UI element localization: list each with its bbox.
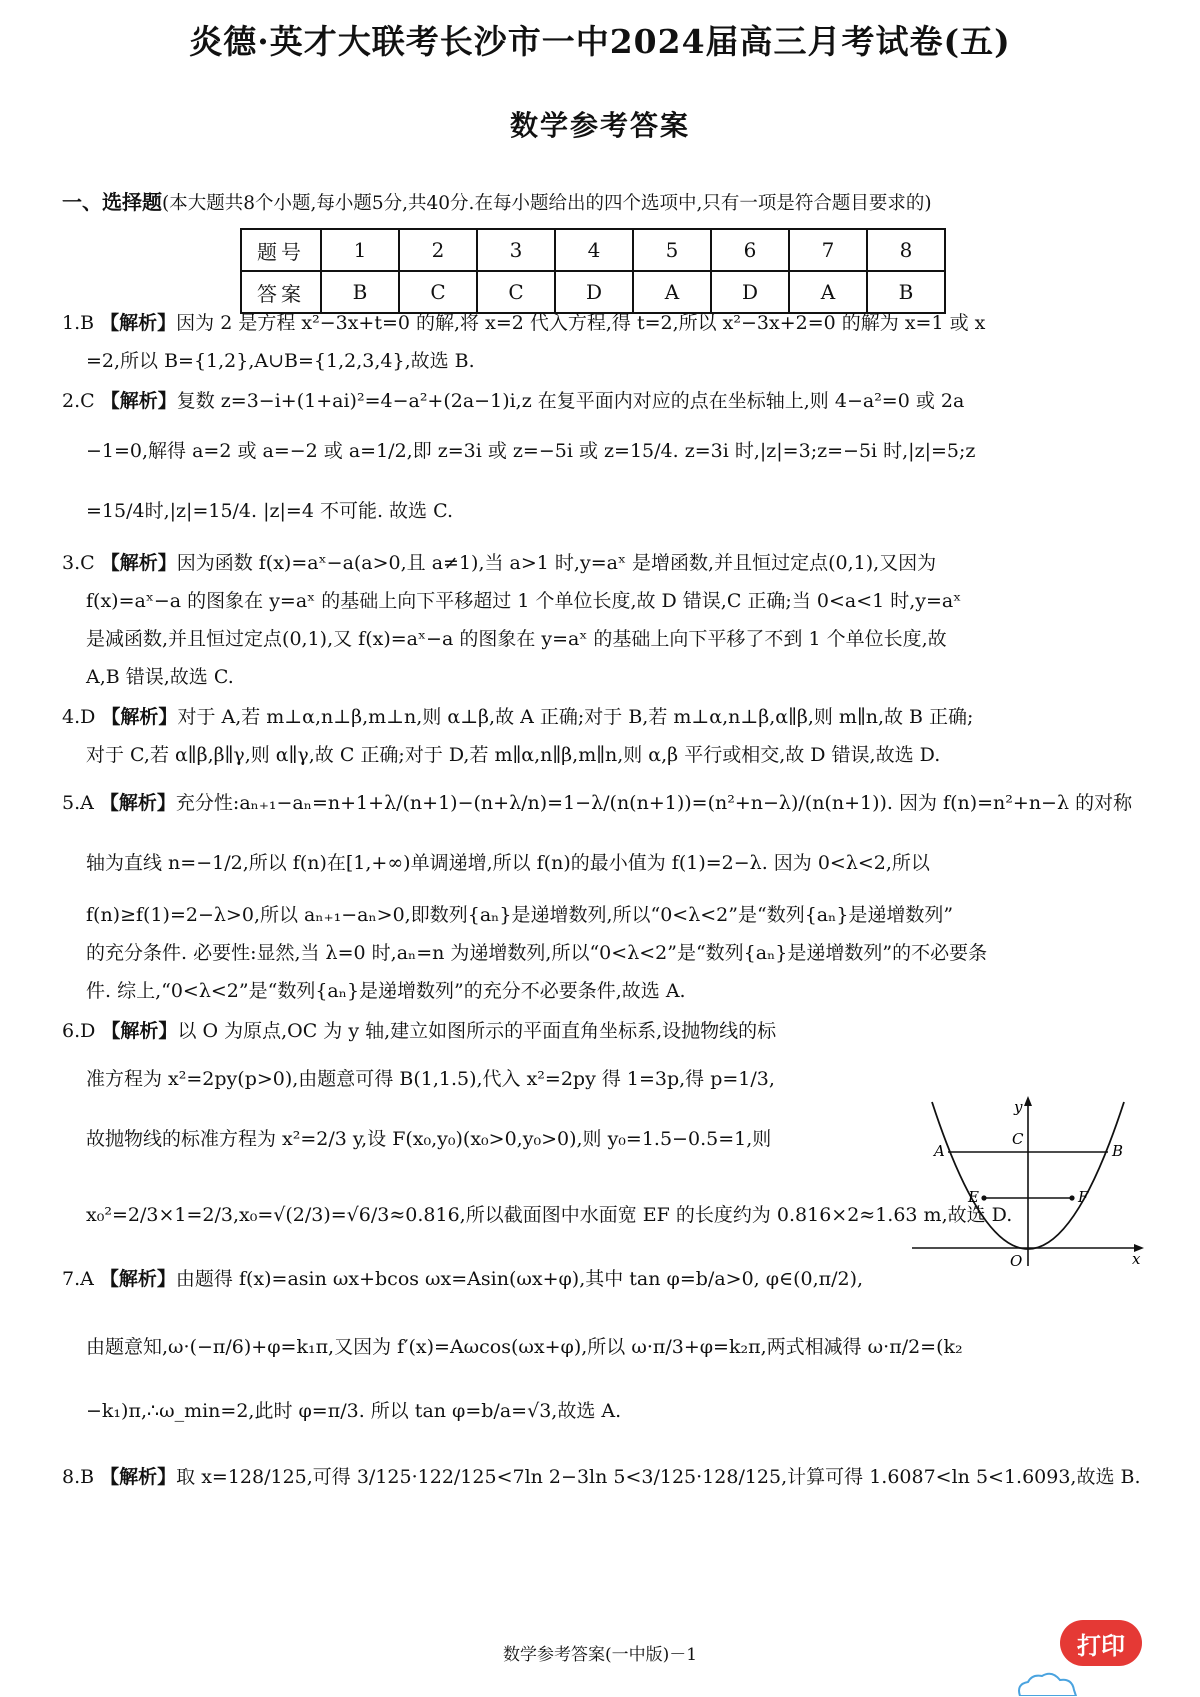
solution-7-line: 由题意知,ω·(−π/6)+φ=k₁π,又因为 f′(x)=Aωcos(ωx+φ),所以 ω·π/3+φ=k₂π,两式相减得 ω·π/2=(k₂ (86, 1336, 963, 1358)
solution-6-line: 准方程为 x²=2py(p>0),由题意可得 B(1,1.5),代入 x²=2py 得 1=3p,得 p=1/3, (86, 1068, 775, 1090)
origin-label: O (1010, 1252, 1023, 1270)
table-cell: A (633, 271, 711, 313)
question-number: 7.A (62, 1268, 94, 1290)
print-button[interactable]: 打印 (1060, 1620, 1142, 1666)
question-number: 2.C (62, 390, 95, 412)
analysis-tag: 【解析】 (100, 390, 177, 412)
solution-5-line: f(n)≥f(1)=2−λ>0,所以 aₙ₊₁−aₙ>0,即数列{aₙ}是递增数列,所以“0<λ<2”是“数列{aₙ}是递增数列” (86, 904, 954, 926)
table-cell: 7 (789, 229, 867, 271)
question-number: 6.D (62, 1020, 96, 1042)
table-cell: 8 (867, 229, 945, 271)
analysis-tag: 【解析】 (100, 312, 177, 334)
page-footer: 数学参考答案(一中版)－1 (502, 1645, 698, 1665)
table-cell: 1 (321, 229, 399, 271)
page-title: 炎德·英才大联考长沙市一中2024届高三月考试卷(五) (189, 22, 1011, 61)
analysis-tag: 【解析】 (101, 1020, 178, 1042)
solution-text: 对于 A,若 m⊥α,n⊥β,m⊥n,则 α⊥β,故 A 正确;对于 B,若 m⊥α,n⊥β,α∥β,则 m∥n,故 B 正确; (177, 706, 974, 728)
solution-4-line (62, 702, 973, 732)
point-c-label: C (1012, 1130, 1024, 1148)
section-title: 一、选择题 (62, 190, 162, 214)
solution-5-line: 件. 综上,“0<λ<2”是“数列{aₙ}是递增数列”的充分不必要条件,故选 A. (86, 980, 686, 1002)
analysis-tag: 【解析】 (100, 552, 177, 574)
analysis-tag: 【解析】 (99, 792, 176, 814)
solution-2-line: −1=0,解得 a=2 或 a=−2 或 a=1/2,即 z=3i 或 z=−5i 或 z=15/4. z=3i 时,|z|=3;z=−5i 时,|z|=5;z (86, 440, 976, 462)
table-cell: D (555, 271, 633, 313)
table-cell: 6 (711, 229, 789, 271)
y-label: y (1014, 1098, 1023, 1116)
point-f-label: F (1078, 1188, 1089, 1206)
table-cell: D (711, 271, 789, 313)
solution-text: 因为 2 是方程 x²−3x+t=0 的解,将 x=2 代入方程,得 t=2,所以 x²−3x+2=0 的解为 x=1 或 x (176, 312, 986, 334)
solution-3-line (62, 548, 936, 578)
question-number: 1.B (62, 312, 95, 334)
answer-table (240, 228, 946, 314)
table-cell: 5 (633, 229, 711, 271)
point-e-label: E (968, 1188, 979, 1206)
section-heading (62, 186, 932, 215)
table-cell: C (477, 271, 555, 313)
solution-6-line: x₀²=2/3×1=2/3,x₀=√(2/3)=√6/3≈0.816,所以截面图中水面宽 EF 的长度约为 0.816×2≈1.63 m,故选 D. (86, 1204, 1013, 1226)
solution-text: 由题得 f(x)=asin ωx+bcos ωx=Asin(ωx+φ),其中 tan φ=b/a>0, φ∈(0,π/2), (175, 1268, 864, 1290)
parabola-figure (912, 1096, 1144, 1272)
question-number: 8.B (62, 1466, 95, 1488)
solution-4-line: 对于 C,若 α∥β,β∥γ,则 α∥γ,故 C 正确;对于 D,若 m∥α,n∥β,m∥n,则 α,β 平行或相交,故 D 错误,故选 D. (86, 744, 941, 766)
page-subtitle: 数学参考答案 (509, 109, 690, 142)
solution-6-line (62, 1016, 776, 1046)
table-cell: B (321, 271, 399, 313)
point-f (1069, 1195, 1074, 1200)
table-cell: B (867, 271, 945, 313)
table-cell: C (399, 271, 477, 313)
solution-1-line (62, 308, 985, 338)
point-b-label: B (1112, 1142, 1124, 1160)
solution-7-line (62, 1264, 863, 1294)
solution-7-line: −k₁)π,∴ω_min=2,此时 φ=π/3. 所以 tan φ=b/a=√3,故选 A. (86, 1400, 622, 1422)
solution-3-line: A,B 错误,故选 C. (86, 666, 234, 688)
solution-5-line: 轴为直线 n=−1/2,所以 f(n)在[1,+∞)单调递增,所以 f(n)的最小值为 f(1)=2−λ. 因为 0<λ<2,所以 (86, 852, 930, 874)
table-cell: 3 (477, 229, 555, 271)
x-label: x (1132, 1250, 1141, 1268)
solution-5-line (62, 788, 1132, 818)
analysis-tag: 【解析】 (101, 706, 178, 728)
solution-2-line: =15/4时,|z|=15/4. |z|=4 不可能. 故选 C. (86, 500, 453, 522)
solution-text: 取 x=128/125,可得 3/125·122/125<7ln 2−3ln 5<3/125·128/125,计算可得 1.6087<ln 5<1.6093,故选 B. (176, 1466, 1141, 1488)
section-note: (本大题共8个小题,每小题5分,共40分.在每小题给出的四个选项中,只有一项是符合题目要求的) (162, 193, 932, 214)
solution-3-line: 是减函数,并且恒过定点(0,1),又 f(x)=aˣ−a 的图象在 y=aˣ 的基础上向下平移了不到 1 个单位长度,故 (86, 628, 947, 650)
question-number: 4.D (62, 706, 96, 728)
solution-text: 因为函数 f(x)=aˣ−a(a>0,且 a≠1),当 a>1 时,y=aˣ 是增函数,并且恒过定点(0,1),又因为 (176, 552, 937, 574)
solution-2-line (62, 386, 964, 416)
analysis-tag: 【解析】 (99, 1268, 176, 1290)
solution-3-line: f(x)=aˣ−a 的图象在 y=aˣ 的基础上向下平移超过 1 个单位长度,故 D 错误,C 正确;当 0<a<1 时,y=aˣ (86, 590, 962, 612)
question-number: 5.A (62, 792, 94, 814)
row-label: 题号 (241, 229, 321, 271)
solution-text: 充分性:aₙ₊₁−aₙ=n+1+λ/(n+1)−(n+λ/n)=1−λ/(n(n+1))=(n²+n−λ)/(n(n+1)). 因为 f(n)=n²+n−λ 的对称 (175, 792, 1133, 814)
point-a-label: A (934, 1142, 945, 1160)
table-cell: 2 (399, 229, 477, 271)
cloud-icon (1010, 1672, 1082, 1696)
solution-text: 以 O 为原点,OC 为 y 轴,建立如图所示的平面直角坐标系,设抛物线的标 (177, 1020, 777, 1042)
table-row (241, 229, 945, 271)
solution-8-line (62, 1462, 1141, 1492)
solution-1-line: =2,所以 B={1,2},A∪B={1,2,3,4},故选 B. (86, 350, 475, 372)
row-label: 答案 (241, 271, 321, 313)
analysis-tag: 【解析】 (100, 1466, 177, 1488)
solution-5-line: 的充分条件. 必要性:显然,当 λ=0 时,aₙ=n 为递增数列,所以“0<λ<2”是“数列{aₙ}是递增数列”的不必要条 (86, 942, 988, 964)
table-row (241, 271, 945, 313)
solution-6-line: 故抛物线的标准方程为 x²=2/3 y,设 F(x₀,y₀)(x₀>0,y₀>0),则 y₀=1.5−0.5=1,则 (86, 1128, 772, 1150)
table-cell: A (789, 271, 867, 313)
table-cell: 4 (555, 229, 633, 271)
question-number: 3.C (62, 552, 95, 574)
solution-text: 复数 z=3−i+(1+ai)²=4−a²+(2a−1)i,z 在复平面内对应的点在坐标轴上,则 4−a²=0 或 2a (176, 390, 965, 412)
y-axis-arrow-icon (1024, 1096, 1032, 1106)
point-e (981, 1195, 986, 1200)
